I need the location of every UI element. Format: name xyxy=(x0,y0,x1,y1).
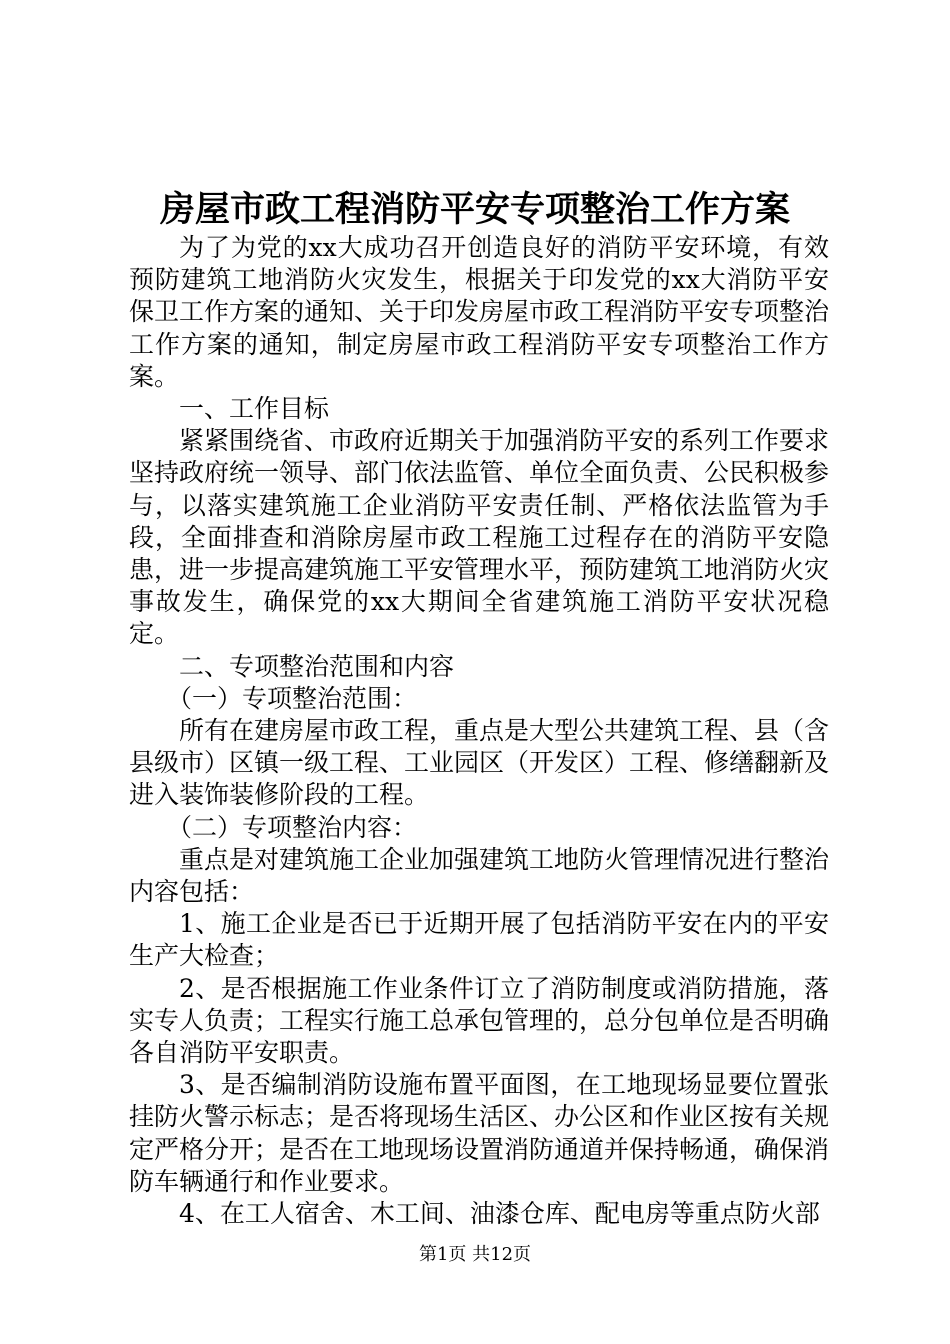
paragraph-intro: 为了为党的xx大成功召开创造良好的消防平安环境，有效预防建筑工地消防火灾发生，根据关于印发党的xx大消防平安保卫工作方案的通知、关于印发房屋市政工程消防平安专项整治工作方案的通知，制定房屋市政工程消防平安专项整治工作方案。 xyxy=(129,233,830,391)
heading-work-goal: 一、工作目标 xyxy=(179,394,330,424)
document-body xyxy=(129,232,829,1230)
list-item-4: 4、在工人宿舍、木工间、油漆仓库、配电房等重点防火部 xyxy=(179,1199,820,1229)
subheading-content: （二）专项整治内容： xyxy=(167,812,418,842)
paragraph-work-goal: 紧紧围绕省、市政府近期关于加强消防平安的系列工作要求坚持政府统一领导、部门依法监管、单位全面负责、公民积极参与，以落实建筑施工企业消防平安责任制、严格依法监管为手段，全面排查和消除房屋市政工程施工过程存在的消防平安隐患，进一步提高建筑施工平安管理水平，预防建筑工地消防火灾事故发生，确保党的xx大期间全省建筑施工消防平安状况稳定。 xyxy=(129,426,830,649)
paragraph-scope: 所有在建房屋市政工程，重点是大型公共建筑工程、县（含县级市）区镇一级工程、工业园区（开发区）工程、修缮翻新及进入装饰装修阶段的工程。 xyxy=(129,716,830,810)
list-item-3: 3、是否编制消防设施布置平面图，在工地现场显要位置张挂防火警示标志；是否将现场生活区、办公区和作业区按有关规定严格分开；是否在工地现场设置消防通道并保持畅通，确保消防车辆通行和作业要求。 xyxy=(129,1070,830,1196)
list-item-2: 2、是否根据施工作业条件订立了消防制度或消防措施，落实专人负责；工程实行施工总承包管理的，总分包单位是否明确各自消防平安职责。 xyxy=(129,973,830,1068)
heading-scope-content: 二、专项整治范围和内容 xyxy=(179,651,455,681)
subheading-scope: （一）专项整治范围： xyxy=(167,683,418,713)
document-title: 房屋市政工程消防平安专项整治工作方案 xyxy=(159,189,790,230)
page-footer: 第1页 共12页 xyxy=(418,1244,532,1265)
list-item-1: 1、施工企业是否已于近期开展了包括消防平安在内的平安生产大检查； xyxy=(129,909,829,971)
paragraph-content: 重点是对建筑施工企业加强建筑工地防火管理情况进行整治内容包括： xyxy=(129,844,830,907)
